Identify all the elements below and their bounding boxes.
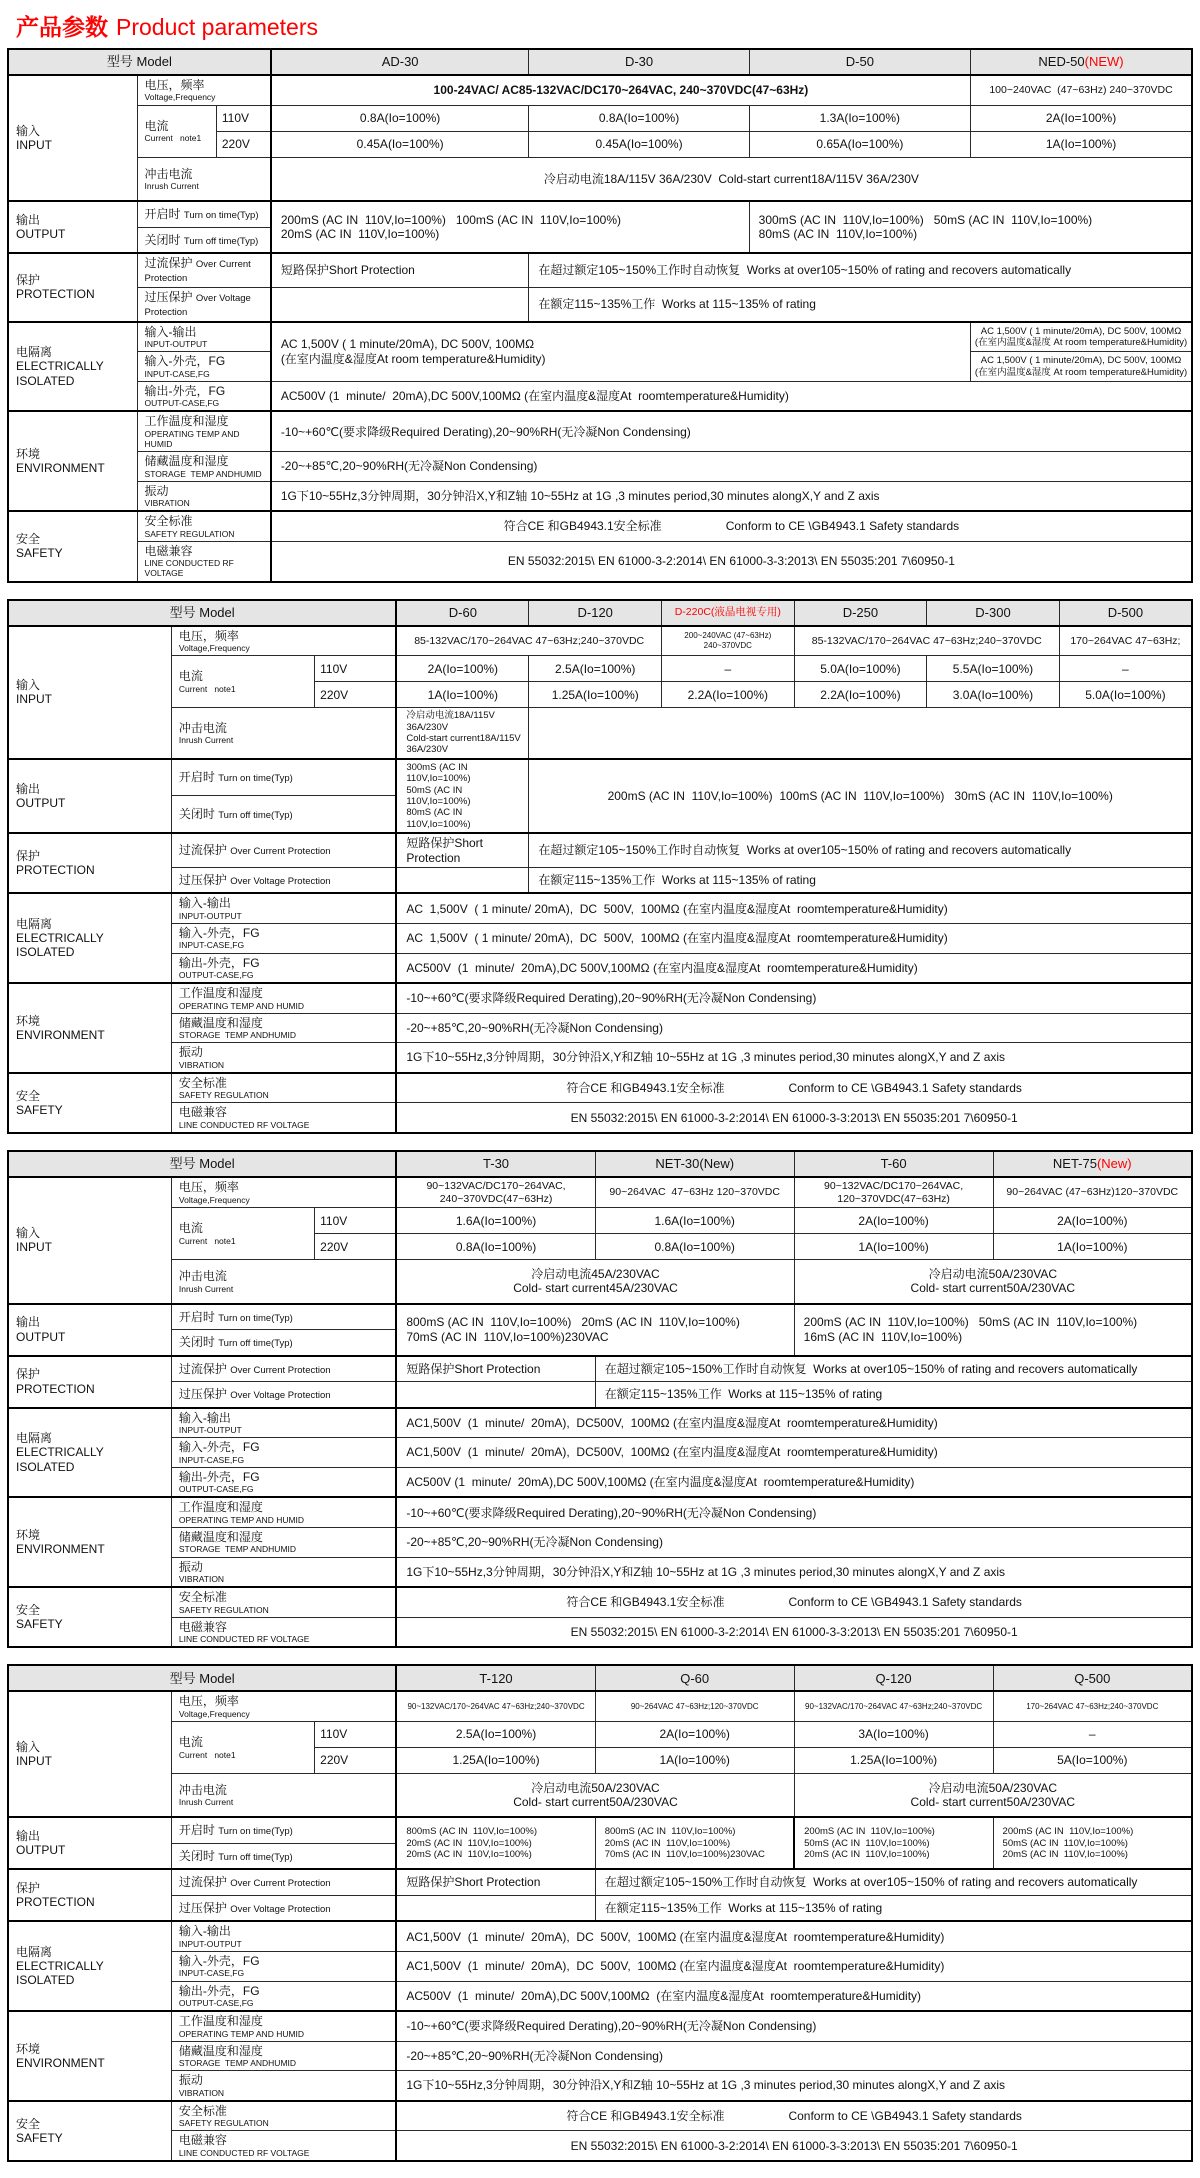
row-label-cell: 输入-输出 INPUT-OUTPUT — [171, 1408, 396, 1438]
value-cell: 90~132VAC/170~264VAC 47~63Hz;240~370VDC — [794, 1691, 993, 1721]
value-cell: – — [1059, 656, 1192, 682]
row-label-cell: 输入-输出 INPUT-OUTPUT — [137, 322, 271, 352]
voltage-sub-cell: 220V — [216, 131, 270, 157]
row-label-cell: 电磁兼容 LINE CONDUCTED RF VOLTAGE — [171, 1103, 396, 1133]
value-cell: 短路保护Short Protection — [396, 1869, 595, 1895]
category-cell: 电隔离 ELECTRICALLY ISOLATED — [8, 322, 137, 412]
value-cell: 0.8A(Io=100%) — [396, 1234, 595, 1260]
voltage-sub-cell: 220V — [315, 1234, 397, 1260]
value-cell: EN 55032:2015\ EN 61000-3-2:2014\ EN 61000-3-3:2013\ EN 55035:201 7\60950-1 — [396, 2131, 1192, 2161]
value-cell: AC1,500V (1 minute/ 20mA), DC 500V, 100MΩ (在室内温度&湿度At roomtemperature&Humidity) — [396, 1921, 1192, 1951]
value-cell: 90~132VAC/DC170~264VAC, 240~370VDC(47~63Hz) — [396, 1177, 595, 1208]
value-cell: 200mS (AC IN 110V,Io=100%) 50mS (AC IN 110V,Io=100%) 20mS (AC IN 110V,Io=100%) — [993, 1817, 1192, 1869]
model-header-cell: NED-50(NEW) — [971, 49, 1192, 75]
value-cell: AC500V (1 minute/ 20mA),DC 500V,100MΩ (在室内温度&湿度At roomtemperature&Humidity) — [271, 381, 1192, 411]
category-cell: 保护 PROTECTION — [8, 253, 137, 322]
category-cell: 保护 PROTECTION — [8, 833, 171, 893]
value-cell: 在额定115~135%工作 Works at 115~135% of rating — [529, 287, 1192, 321]
row-label-cell: 安全标准 SAFETY REGULATION — [171, 2101, 396, 2131]
spec-table-t120-q60-q120-q500 — [7, 1664, 1193, 2162]
row-label-cell: 电压，频率 Voltage,Frequency — [137, 75, 271, 105]
value-cell: 1A(Io=100%) — [396, 682, 529, 708]
model-header-cell: T-120 — [396, 1665, 595, 1691]
row-label-cell: 输入-外壳，FG INPUT-CASE,FG — [171, 923, 396, 953]
row-label-cell: 开启时 Turn on time(Typ) — [171, 1817, 396, 1843]
value-cell: 在超过额定105~150%工作时自动恢复 Works at over105~150% of rating and recovers automatically — [529, 833, 1192, 867]
row-label-cell: 工作温度和湿度 OPERATING TEMP AND HUMID — [137, 411, 271, 451]
value-cell: 冷启动电流50A/230VAC Cold- start current50A/230VAC — [396, 1773, 794, 1817]
row-label-cell: 开启时 Turn on time(Typ) — [171, 759, 396, 796]
value-cell: 2A(Io=100%) — [396, 656, 529, 682]
category-cell: 输入 INPUT — [8, 75, 137, 201]
value-cell: 5.0A(Io=100%) — [1059, 682, 1192, 708]
model-header-cell: Q-500 — [993, 1665, 1192, 1691]
row-label-cell: 电磁兼容 LINE CONDUCTED RF VOLTAGE — [171, 2131, 396, 2161]
category-cell: 保护 PROTECTION — [8, 1356, 171, 1408]
row-label-cell: 输出-外壳，FG OUTPUT-CASE,FG — [171, 1467, 396, 1497]
value-cell: 0.65A(Io=100%) — [749, 131, 970, 157]
category-cell: 电隔离 ELECTRICALLY ISOLATED — [8, 1921, 171, 2011]
value-cell: 0.8A(Io=100%) — [271, 105, 529, 131]
value-cell: AC 1,500V ( 1 minute/20mA), DC 500V, 100MΩ (在室内温度&湿度At room temperature&Humidity) — [271, 322, 971, 382]
value-cell: 2.2A(Io=100%) — [794, 682, 927, 708]
category-cell: 输出 OUTPUT — [8, 1304, 171, 1356]
value-cell: -20~+85℃,20~90%RH(无冷凝Non Condensing) — [396, 1013, 1192, 1043]
value-cell: 90~132VAC/DC170~264VAC, 120~370VDC(47~63Hz) — [794, 1177, 993, 1208]
value-cell: 5.0A(Io=100%) — [794, 656, 927, 682]
category-cell: 电隔离 ELECTRICALLY ISOLATED — [8, 893, 171, 983]
value-cell: 800mS (AC IN 110V,Io=100%) 20mS (AC IN 110V,Io=100%) 20mS (AC IN 110V,Io=100%) — [396, 1817, 595, 1869]
row-label-cell: 冲击电流 Inrush Current — [137, 157, 271, 201]
row-label-cell: 关闭时 Turn off time(Typ) — [171, 1843, 396, 1869]
page-title — [16, 9, 1200, 42]
value-cell: 冷启动电流18A/115V 36A/230V Cold-start current18A/115V 36A/230V — [271, 157, 1192, 201]
category-cell: 环境 ENVIRONMENT — [8, 983, 171, 1073]
value-cell: 90~264VAC 47~63Hz;120~370VDC — [595, 1691, 794, 1721]
category-cell: 输出 OUTPUT — [8, 759, 171, 833]
value-cell: 符合CE 和GB4943.1安全标准 Conform to CE \GB4943.1 Safety standards — [396, 1587, 1192, 1617]
value-cell: 0.45A(Io=100%) — [271, 131, 529, 157]
spec-table-t30-net30-t60-net75 — [7, 1150, 1193, 1648]
value-cell: 短路保护Short Protection — [396, 1356, 595, 1382]
row-label-cell: 电压，频率 Voltage,Frequency — [171, 1177, 396, 1208]
row-label-cell: 输入-外壳，FG INPUT-CASE,FG — [171, 1438, 396, 1468]
row-label-cell: 工作温度和湿度 OPERATING TEMP AND HUMID — [171, 983, 396, 1013]
voltage-sub-cell: 110V — [315, 1208, 397, 1234]
row-label-cell: 振动 VIBRATION — [171, 1043, 396, 1073]
category-cell: 安全 SAFETY — [8, 2101, 171, 2161]
model-header-cell: Q-120 — [794, 1665, 993, 1691]
value-cell: -10~+60℃(要求降级Required Derating),20~90%RH(无冷凝Non Condensing) — [396, 1497, 1192, 1527]
value-cell: 2.2A(Io=100%) — [662, 682, 795, 708]
value-cell: -20~+85℃,20~90%RH(无冷凝Non Condensing) — [396, 1528, 1192, 1558]
value-cell: 1G下10~55Hz,3分钟周期，30分钟沿X,Y和Z轴 10~55Hz at 1G ,3 minutes period,30 minutes alongX,Y and Z axis — [271, 481, 1192, 511]
value-cell: 100~240VAC (47~63Hz) 240~370VDC — [971, 75, 1192, 105]
value-cell: 1G下10~55Hz,3分钟周期，30分钟沿X,Y和Z轴 10~55Hz at 1G ,3 minutes period,30 minutes alongX,Y and Z axis — [396, 2071, 1192, 2101]
row-label-cell: 电流 Current note1 — [137, 105, 216, 157]
row-label-cell: 开启时 Turn on time(Typ) — [171, 1304, 396, 1330]
row-label-cell: 过压保护 Over Voltage Protection — [137, 287, 271, 321]
model-header-cell: D-50 — [749, 49, 970, 75]
value-cell: 3.0A(Io=100%) — [927, 682, 1060, 708]
value-cell: 短路保护Short Protection — [396, 833, 529, 867]
voltage-sub-cell: 220V — [315, 1747, 397, 1773]
value-cell: EN 55032:2015\ EN 61000-3-2:2014\ EN 61000-3-3:2013\ EN 55035:201 7\60950-1 — [396, 1103, 1192, 1133]
value-cell: 2A(Io=100%) — [595, 1721, 794, 1747]
value-cell: 2A(Io=100%) — [993, 1208, 1192, 1234]
value-cell: 1.6A(Io=100%) — [595, 1208, 794, 1234]
value-cell: 在额定115~135%工作 Works at 115~135% of rating — [595, 1382, 1192, 1408]
row-label-cell: 安全标准 SAFETY REGULATION — [171, 1587, 396, 1617]
category-cell: 输入 INPUT — [8, 626, 171, 759]
value-cell: 在额定115~135%工作 Works at 115~135% of rating — [529, 867, 1192, 893]
value-cell: 在超过额定105~150%工作时自动恢复 Works at over105~150% of rating and recovers automatically — [595, 1869, 1192, 1895]
value-cell: 90~132VAC/170~264VAC 47~63Hz;240~370VDC — [396, 1691, 595, 1721]
value-cell: -10~+60℃(要求降级Required Derating),20~90%RH(无冷凝Non Condensing) — [271, 411, 1192, 451]
value-cell: -10~+60℃(要求降级Required Derating),20~90%RH(无冷凝Non Condensing) — [396, 983, 1192, 1013]
row-label-cell: 输出-外壳，FG OUTPUT-CASE,FG — [171, 953, 396, 983]
value-cell: 300mS (AC IN 110V,Io=100%) 50mS (AC IN 110V,Io=100%) 80mS (AC IN 110V,Io=100%) — [396, 759, 529, 833]
value-cell: 在额定115~135%工作 Works at 115~135% of rating — [595, 1895, 1192, 1921]
value-cell: -10~+60℃(要求降级Required Derating),20~90%RH(无冷凝Non Condensing) — [396, 2011, 1192, 2041]
row-label-cell: 工作温度和湿度 OPERATING TEMP AND HUMID — [171, 2011, 396, 2041]
model-header-cell: D-500 — [1059, 600, 1192, 626]
value-cell: 170~264VAC 47~63Hz;240~370VDC — [993, 1691, 1192, 1721]
row-label-cell: 电流 Current note1 — [171, 1721, 314, 1773]
row-label-cell: 储藏温度和湿度 STORAGE TEMP ANDHUMID — [171, 1013, 396, 1043]
value-cell: 100-24VAC/ AC85-132VAC/DC170~264VAC, 240~370VDC(47~63Hz) — [271, 75, 971, 105]
value-cell: AC1,500V (1 minute/ 20mA), DC500V, 100MΩ (在室内温度&湿度At roomtemperature&Humidity) — [396, 1438, 1192, 1468]
row-label-cell: 电流 Current note1 — [171, 1208, 314, 1260]
category-cell: 环境 ENVIRONMENT — [8, 411, 137, 511]
value-cell: 1.25A(Io=100%) — [794, 1747, 993, 1773]
value-cell: 2A(Io=100%) — [971, 105, 1192, 131]
row-label-cell: 冲击电流 Inrush Current — [171, 708, 396, 759]
page-title-zh: 产品参数 — [16, 14, 108, 40]
row-label-cell: 工作温度和湿度 OPERATING TEMP AND HUMID — [171, 1497, 396, 1527]
value-cell: AC500V (1 minute/ 20mA),DC 500V,100MΩ (在室内温度&湿度At roomtemperature&Humidity) — [396, 953, 1192, 983]
row-label-cell: 过压保护 Over Voltage Protection — [171, 1382, 396, 1408]
value-cell: 1.6A(Io=100%) — [396, 1208, 595, 1234]
value-cell: 300mS (AC IN 110V,Io=100%) 50mS (AC IN 110V,Io=100%) 80mS (AC IN 110V,Io=100%) — [749, 201, 1192, 253]
value-cell: 冷启动电流45A/230VAC Cold- start current45A/230VAC — [396, 1260, 794, 1304]
row-label-cell: 振动 VIBRATION — [171, 1557, 396, 1587]
value-cell — [396, 1895, 595, 1921]
row-label-cell: 安全标准 SAFETY REGULATION — [137, 511, 271, 541]
value-cell: 1A(Io=100%) — [971, 131, 1192, 157]
row-label-cell: 关闭时 Turn off time(Typ) — [171, 1330, 396, 1356]
value-cell: 2A(Io=100%) — [794, 1208, 993, 1234]
value-cell: 冷启动电流18A/115V 36A/230V Cold-start current18A/115V 36A/230V — [396, 708, 529, 759]
value-cell: -20~+85℃,20~90%RH(无冷凝Non Condensing) — [271, 452, 1192, 482]
product-parameters-page — [0, 9, 1200, 2162]
value-cell: 200mS (AC IN 110V,Io=100%) 50mS (AC IN 110V,Io=100%) 16mS (AC IN 110V,Io=100%) — [794, 1304, 1192, 1356]
category-cell: 输入 INPUT — [8, 1177, 171, 1304]
value-cell: 800mS (AC IN 110V,Io=100%) 20mS (AC IN 110V,Io=100%) 70mS (AC IN 110V,Io=100%)230VAC — [396, 1304, 794, 1356]
value-cell: 1.3A(Io=100%) — [749, 105, 970, 131]
value-cell: AC1,500V (1 minute/ 20mA), DC500V, 100MΩ (在室内温度&湿度At roomtemperature&Humidity) — [396, 1408, 1192, 1438]
value-cell: EN 55032:2015\ EN 61000-3-2:2014\ EN 61000-3-3:2013\ EN 55035:201 7\60950-1 — [271, 541, 1192, 581]
category-cell: 安全 SAFETY — [8, 1073, 171, 1133]
model-header-cell: 型号 Model — [8, 1665, 396, 1691]
row-label-cell: 输出-外壳，FG OUTPUT-CASE,FG — [137, 381, 271, 411]
row-label-cell: 储藏温度和湿度 STORAGE TEMP ANDHUMID — [137, 452, 271, 482]
row-label-cell: 过流保护 Over Current Protection — [171, 1869, 396, 1895]
value-cell: AC 1,500V ( 1 minute/ 20mA), DC 500V, 100MΩ (在室内温度&湿度At roomtemperature&Humidity) — [396, 893, 1192, 923]
category-cell: 安全 SAFETY — [8, 511, 137, 581]
value-cell: EN 55032:2015\ EN 61000-3-2:2014\ EN 61000-3-3:2013\ EN 55035:201 7\60950-1 — [396, 1617, 1192, 1647]
model-header-cell: D-300 — [927, 600, 1060, 626]
value-cell: 1.25A(Io=100%) — [396, 1747, 595, 1773]
value-cell: 5A(Io=100%) — [993, 1747, 1192, 1773]
value-cell: 在超过额定105~150%工作时自动恢复 Works at over105~150% of rating and recovers automatically — [595, 1356, 1192, 1382]
model-header-cell: NET-30(New) — [595, 1151, 794, 1177]
model-header-cell: AD-30 — [271, 49, 529, 75]
category-cell: 电隔离 ELECTRICALLY ISOLATED — [8, 1408, 171, 1498]
category-cell: 环境 ENVIRONMENT — [8, 1497, 171, 1587]
model-header-cell: 型号 Model — [8, 1151, 396, 1177]
row-label-cell: 过压保护 Over Voltage Protection — [171, 1895, 396, 1921]
model-header-cell: T-60 — [794, 1151, 993, 1177]
value-cell — [271, 287, 529, 321]
value-cell: 冷启动电流50A/230VAC Cold- start current50A/230VAC — [794, 1260, 1192, 1304]
value-cell: 200mS (AC IN 110V,Io=100%) 100mS (AC IN 110V,Io=100%) 20mS (AC IN 110V,Io=100%) — [271, 201, 749, 253]
value-cell: 短路保护Short Protection — [271, 253, 529, 287]
value-cell: AC500V (1 minute/ 20mA),DC 500V,100MΩ (在室内温度&湿度At roomtemperature&Humidity) — [396, 1467, 1192, 1497]
row-label-cell: 开启时 Turn on time(Typ) — [137, 201, 271, 227]
value-cell: AC500V (1 minute/ 20mA),DC 500V,100MΩ (在室内温度&湿度At roomtemperature&Humidity) — [396, 1981, 1192, 2011]
value-cell: 90~264VAC 47~63Hz 120~370VDC — [595, 1177, 794, 1208]
model-header-cell: D-120 — [529, 600, 662, 626]
model-header-cell: T-30 — [396, 1151, 595, 1177]
category-cell: 输出 OUTPUT — [8, 1817, 171, 1869]
row-label-cell: 输入-外壳，FG INPUT-CASE,FG — [171, 1952, 396, 1982]
row-label-cell: 过压保护 Over Voltage Protection — [171, 867, 396, 893]
value-cell: AC 1,500V ( 1 minute/20mA), DC 500V, 100MΩ (在室内温度&湿度 At room temperature&Humidity) — [971, 352, 1192, 382]
row-label-cell: 过流保护 Over Current Protection — [171, 833, 396, 867]
value-cell: 符合CE 和GB4943.1安全标准 Conform to CE \GB4943.1 Safety standards — [271, 511, 1192, 541]
row-label-cell: 电磁兼容 LINE CONDUCTED RF VOLTAGE — [137, 541, 271, 581]
value-cell: 在超过额定105~150%工作时自动恢复 Works at over105~150% of rating and recovers automatically — [529, 253, 1192, 287]
voltage-sub-cell: 110V — [216, 105, 270, 131]
model-header-cell: D-30 — [529, 49, 749, 75]
row-label-cell: 输入-输出 INPUT-OUTPUT — [171, 1921, 396, 1951]
value-cell — [529, 708, 1192, 759]
value-cell: 85-132VAC/170~264VAC 47~63Hz;240~370VDC — [396, 626, 661, 656]
value-cell: 3A(Io=100%) — [794, 1721, 993, 1747]
value-cell: 170~264VAC 47~63Hz; — [1059, 626, 1192, 656]
row-label-cell: 过流保护 Over Current Protection — [137, 253, 271, 287]
value-cell: 5.5A(Io=100%) — [927, 656, 1060, 682]
row-label-cell: 安全标准 SAFETY REGULATION — [171, 1073, 396, 1103]
model-header-cell: 型号 Model — [8, 600, 396, 626]
voltage-sub-cell: 220V — [315, 682, 397, 708]
value-cell: – — [993, 1721, 1192, 1747]
value-cell: 1G下10~55Hz,3分钟周期，30分钟沿X,Y和Z轴 10~55Hz at 1G ,3 minutes period,30 minutes alongX,Y and Z axis — [396, 1043, 1192, 1073]
row-label-cell: 储藏温度和湿度 STORAGE TEMP ANDHUMID — [171, 2041, 396, 2071]
row-label-cell: 振动 VIBRATION — [171, 2071, 396, 2101]
row-label-cell: 输入-输出 INPUT-OUTPUT — [171, 893, 396, 923]
model-header-cell: D-60 — [396, 600, 529, 626]
row-label-cell: 过流保护 Over Current Protection — [171, 1356, 396, 1382]
model-header-cell: Q-60 — [595, 1665, 794, 1691]
value-cell — [396, 867, 529, 893]
row-label-cell: 关闭时 Turn off time(Typ) — [171, 796, 396, 833]
value-cell: 200mS (AC IN 110V,Io=100%) 50mS (AC IN 110V,Io=100%) 20mS (AC IN 110V,Io=100%) — [794, 1817, 993, 1869]
voltage-sub-cell: 110V — [315, 656, 397, 682]
value-cell: 200mS (AC IN 110V,Io=100%) 100mS (AC IN 110V,Io=100%) 30mS (AC IN 110V,Io=100%) — [529, 759, 1192, 833]
value-cell: 冷启动电流50A/230VAC Cold- start current50A/230VAC — [794, 1773, 1192, 1817]
category-cell: 安全 SAFETY — [8, 1587, 171, 1647]
value-cell: 90~264VAC (47~63Hz)120~370VDC — [993, 1177, 1192, 1208]
category-cell: 环境 ENVIRONMENT — [8, 2011, 171, 2101]
value-cell: AC 1,500V ( 1 minute/ 20mA), DC 500V, 100MΩ (在室内温度&湿度At roomtemperature&Humidity) — [396, 923, 1192, 953]
model-header-cell: D-250 — [794, 600, 927, 626]
value-cell: 0.45A(Io=100%) — [529, 131, 749, 157]
model-header-cell: 型号 Model — [8, 49, 271, 75]
value-cell: 200~240VAC (47~63Hz) 240~370VDC — [662, 626, 795, 656]
value-cell: 1.25A(Io=100%) — [529, 682, 662, 708]
value-cell: AC1,500V (1 minute/ 20mA), DC 500V, 100MΩ (在室内温度&湿度At roomtemperature&Humidity) — [396, 1952, 1192, 1982]
voltage-sub-cell: 110V — [315, 1721, 397, 1747]
row-label-cell: 关闭时 Turn off time(Typ) — [137, 227, 271, 253]
value-cell: 1A(Io=100%) — [794, 1234, 993, 1260]
category-cell: 输入 INPUT — [8, 1691, 171, 1817]
row-label-cell: 电压，频率 Voltage,Frequency — [171, 1691, 396, 1721]
row-label-cell: 输出-外壳，FG OUTPUT-CASE,FG — [171, 1981, 396, 2011]
value-cell — [396, 1382, 595, 1408]
value-cell: 1A(Io=100%) — [595, 1747, 794, 1773]
value-cell: 符合CE 和GB4943.1安全标准 Conform to CE \GB4943.1 Safety standards — [396, 2101, 1192, 2131]
category-cell: 保护 PROTECTION — [8, 1869, 171, 1921]
row-label-cell: 输入-外壳，FG INPUT-CASE,FG — [137, 352, 271, 382]
value-cell: 0.8A(Io=100%) — [595, 1234, 794, 1260]
row-label-cell: 电磁兼容 LINE CONDUCTED RF VOLTAGE — [171, 1617, 396, 1647]
value-cell: – — [662, 656, 795, 682]
value-cell: -20~+85℃,20~90%RH(无冷凝Non Condensing) — [396, 2041, 1192, 2071]
row-label-cell: 冲击电流 Inrush Current — [171, 1773, 396, 1817]
value-cell: 符合CE 和GB4943.1安全标准 Conform to CE \GB4943.1 Safety standards — [396, 1073, 1192, 1103]
value-cell: 0.8A(Io=100%) — [529, 105, 749, 131]
value-cell: 800mS (AC IN 110V,Io=100%) 20mS (AC IN 110V,Io=100%) 70mS (AC IN 110V,Io=100%)230VAC — [595, 1817, 794, 1869]
model-header-cell: NET-75(New) — [993, 1151, 1192, 1177]
row-label-cell: 电流 Current note1 — [171, 656, 314, 708]
row-label-cell: 振动 VIBRATION — [137, 481, 271, 511]
page-title-en: Product parameters — [116, 14, 318, 40]
value-cell: AC 1,500V ( 1 minute/20mA), DC 500V, 100MΩ (在室内温度&湿度 At room temperature&Humidity) — [971, 322, 1192, 352]
value-cell: 2.5A(Io=100%) — [529, 656, 662, 682]
value-cell: 1A(Io=100%) — [993, 1234, 1192, 1260]
category-cell: 输出 OUTPUT — [8, 201, 137, 253]
row-label-cell: 冲击电流 Inrush Current — [171, 1260, 396, 1304]
value-cell: 2.5A(Io=100%) — [396, 1721, 595, 1747]
model-header-cell: D-220C(液晶电视专用) — [662, 600, 795, 626]
spec-table-d60-d120-d220c-d250-d300-d500 — [7, 599, 1193, 1134]
spec-table-ad30-d30-d50-ned50 — [7, 48, 1193, 583]
row-label-cell: 电压，频率 Voltage,Frequency — [171, 626, 396, 656]
value-cell: 85-132VAC/170~264VAC 47~63Hz;240~370VDC — [794, 626, 1059, 656]
row-label-cell: 储藏温度和湿度 STORAGE TEMP ANDHUMID — [171, 1528, 396, 1558]
value-cell: 1G下10~55Hz,3分钟周期，30分钟沿X,Y和Z轴 10~55Hz at 1G ,3 minutes period,30 minutes alongX,Y and Z axis — [396, 1557, 1192, 1587]
